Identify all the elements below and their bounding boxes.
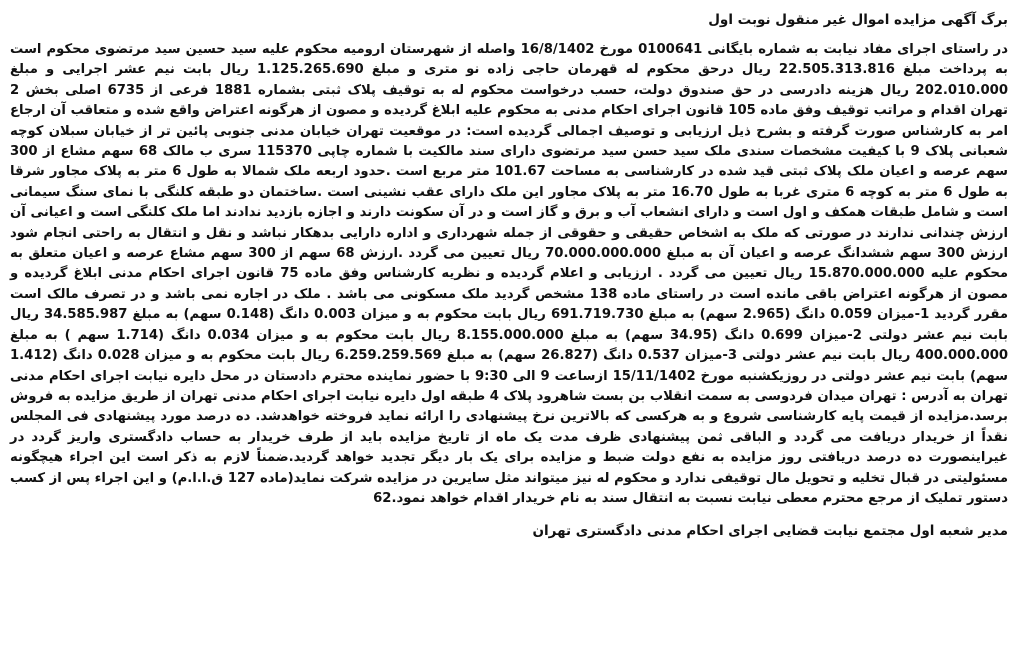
notice-title: برگ آگهی مزایده اموال غیر منقول نوبت اول [708,12,1008,28]
notice-footer: مدیر شعبه اول مجتمع نیابت قضایی اجرای احکام مدنی دادگستری تهران [532,523,1008,540]
notice-body: در راستای اجرای مفاد نیابت به شماره بایگانی 0100641 مورخ 16/8/1402 واصله از شهرستان ارومیه محکوم علیه سید حسین سید مرتضوی محکوم است به پرداخت مبلغ 22.505.313.816 ریال درحق محکوم له قهرمان حاجی زاده نو متری و مبلغ 1.125.265.690 ریال بابت نیم عشر اجرایی و مبلغ 202.010.000 ریال هزینه دادرسی در حق صندوق دولت، حسب درخواست محکوم له به توقیف پلاک ثبتی بشماره 1881 فرعی از 6735 اصلی بخش 2 تهران اقدام و مراتب توقیف وفق ماده 105 قانون اجرای احکام مدنی به محکوم علیه ابلاغ گردیده و مصون از هرگونه اعتراض واقع شده و متعاقب آن ارجاع امر به کارشناس صورت گرفته و بشرح ذیل ارزیابی و توصیف اجمالی گردیده است: در موقعیت تهران خیابان مدنی جنوبی پائین تر از خیابان سبلان کوچه شعبانی پلاک 9 با کیفیت مشخصات سندی ملک سید حسن سید مرتضوی دارای سند مالکیت با شماره چاپی 115370 سری ب مالک 68 سهم مشاع از 300 سهم عرصه و اعیان ملک پلاک ثبتی قید شده در کارشناسی به مساحت 101.67 متر مربع است .حدود اربعه ملک شمالا به طول 6 متر به پلاک مجاور شرقا به طول 6 متر به کوچه 6 متری غربا به طول 16.70 متر به پلاک مجاور این ملک دارای عقب نشینی است .ساختمان دو طبقه کلنگی با نمای سنگ سیمانی است و شامل طبقات همکف و اول است و دارای انشعاب آب و برق و گاز است و در آن سکونت دارند و اجازه بازدید ندادند اما ملک کلنگی است و اعیانی آن ارزش چندانی ندارند در صورتی که ملک به اشخاص حقیقی و حقوقی از جمله شهرداری و اداره دارایی بدهکار نباشد و نقل و انتقال به راحتی انجام شود ارزش 300 سهم ششدانگ عرصه و اعیان آن به مبلغ 70.000.000.000 ریال تعیین می گردد .ارزش 68 سهم از 300 سهم مشاع عرصه و اعیان متعلق به محکوم علیه 15.870.000.000 ریال تعیین می گردد . ارزیابی و اعلام گردیده و نظریه کارشناس وفق ماده 75 قانون اجرای احکام مدنی ابلاغ گردیده و مصون از هرگونه اعتراض باقی مانده است در راستای ماده 138 مشخص گردید ملک مسکونی می باشد . ملک در اجاره نمی باشد و در تصرف مالک است مقرر گردید 1-میزان 0.059 دانگ (2.965 سهم) به مبلغ 691.719.730 ریال بابت محکوم به و میزان 0.003 دانگ (0.148 سهم) به مبلغ 34.585.987 ریال بابت نیم عشر دولتی 2-میزان 0.699 دانگ (34.95 سهم) به مبلغ 8.155.000.000 ریال بابت محکوم به و میزان 0.034 دانگ (1.714 سهم ) به مبلغ 400.000.000 ریال بابت نیم عشر دولتی 3-میزان 0.537 دانگ (26.827 سهم) به مبلغ 6.259.259.569 ریال بابت محکوم به و میزان 0.028 دانگ (1.412 سهم) بابت نیم عشر دولتی در روزیکشنبه مورخ 15/11/1402 ازساعت 9 الی 9:30 با حضور نماینده محترم دادستان در محل دایره نیابت اجرای احکام مدنی تهران به آدرس : تهران میدان فردوسی به سمت انقلاب بن بست شاهرود پلاک 4 طبقه اول دایره نیابت اجرای احکام مدنی تهران از طریق مزایده به فروش برسد.مزایده از قیمت پایه کارشناسی شروع و به هرکسی که بالاترین نرخ پیشنهادی را ارائه نماید فروخته خواهدشد. ده درصد مورد پیشنهادی فی المجلس نقداً از خریدار دریافت می گردد و الباقی ثمن پیشنهادی ظرف مدت یک ماه از تاریخ مزایده باید از طرف خریدار به حساب دادگستری واریز گردد در غیراینصورت ده درصد دریافتی روز مزایده به نفع دولت ضبط و مزایده برای یک بار دیگر تجدید خواهد گردید.ضمناً لازم به ذکر است این اجراء هیچگونه مسئولیتی در قبال تخلیه و تحویل مال توقیفی ندارد و محکوم له نیز میتواند مثل سایرین در مزایده شرکت نماید(ماده 127 ق.ا.ا.م) و این اجراء پس از کسب دستور تملیک از مرجع محترم معطی نیابت نسبت به انتقال سند به نام خریدار اقدام خواهد نمود.62 [10,42,1009,506]
